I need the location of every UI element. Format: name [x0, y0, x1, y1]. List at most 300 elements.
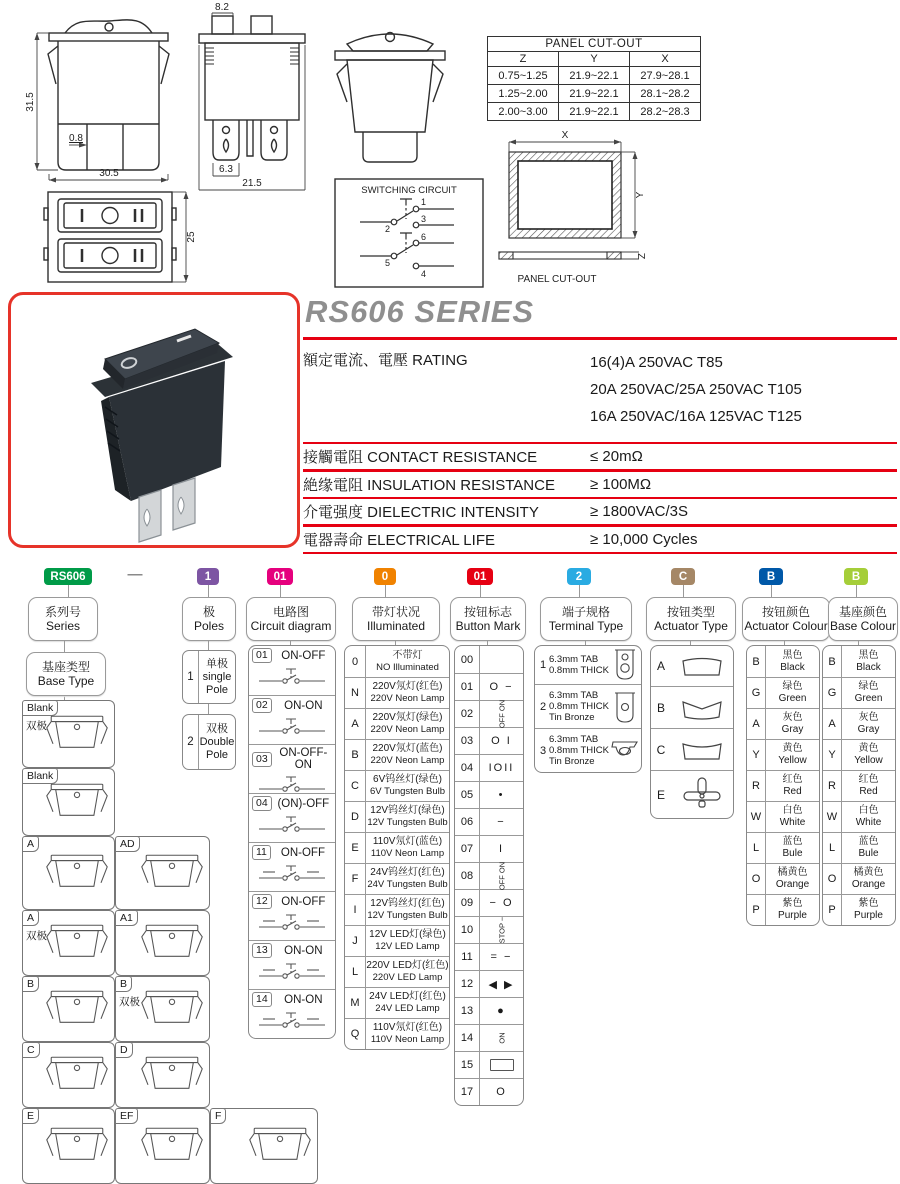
rocker-switch-drawing: [140, 1122, 204, 1170]
button-mark-symbol: O −: [489, 681, 514, 693]
connector: [208, 640, 209, 650]
spec-value: 20A 250VAC/25A 250VAC T105: [590, 380, 802, 398]
colour-item: [823, 739, 895, 770]
connector: [68, 585, 69, 597]
dim-height-label: 31.5: [25, 92, 36, 112]
col-header-y: Y: [559, 52, 630, 67]
button-mark-list: [454, 645, 524, 1106]
side-view-drawing: [315, 20, 465, 178]
terminal-item: 2 6.3mm TAB 0.8mm THICK Tin Bronze: [535, 684, 641, 728]
button-mark-code: 05: [455, 782, 480, 808]
spec-label: 介電强度 DIELECTRIC INTENSITY: [303, 504, 539, 521]
button-mark-item: [455, 700, 523, 727]
circuit-name: ON-OFF-ON: [279, 747, 328, 771]
illuminated-label-cn: 220V氖灯(绿色): [372, 712, 443, 723]
actuator-item: A: [651, 646, 733, 686]
colour-item: [823, 863, 895, 894]
cutout-y-label: Y: [635, 191, 646, 199]
colour-item: [747, 863, 819, 894]
node-actuator-colour: 按钮颜色 Actuator Colour: [742, 597, 830, 641]
colour-label-en: White: [779, 817, 806, 828]
colour-item: [747, 832, 819, 863]
button-mark-item: [455, 862, 523, 889]
illuminated-item: [345, 925, 449, 956]
colour-label-cn: 绿色: [782, 681, 803, 692]
button-mark-symbol: STOP −: [497, 916, 506, 944]
spec-row-contact: [303, 444, 897, 469]
illuminated-label-en: 220V Neon Lamp: [370, 693, 445, 704]
circuit-code: 04: [252, 796, 272, 811]
rocker-switch-drawing: [140, 1051, 204, 1099]
illuminated-code: E: [345, 833, 366, 863]
dim-depth-label: 21.5: [242, 178, 262, 189]
actuator-flat-rocker-icon: [671, 652, 733, 680]
connector: [579, 585, 580, 597]
base-type-cell: D: [115, 1042, 210, 1108]
illuminated-code: M: [345, 988, 366, 1018]
terminal-2-label: 2: [385, 224, 391, 234]
spec-value: 16(4)A 250VAC T85: [590, 353, 723, 371]
connector: [683, 585, 684, 597]
colour-label-en: Red: [783, 786, 802, 797]
base-type-cell: Blank 双极: [22, 700, 115, 768]
actuator-concave-rocker-icon: [671, 736, 733, 764]
colour-label-en: Yellow: [778, 755, 807, 766]
illuminated-label-en: 220V Neon Lamp: [370, 724, 445, 735]
colour-label-en: Yellow: [854, 755, 883, 766]
circuit-code: 12: [252, 894, 272, 909]
code-badge-base-colour: B: [844, 568, 868, 585]
cutout-caption: PANEL CUT-OUT: [517, 274, 597, 285]
connector: [856, 585, 857, 597]
circuit-schematic-icon: [252, 666, 332, 686]
spec-value: ≤ 20mΩ: [590, 448, 643, 465]
dim-tab-top-label: 8.2: [215, 2, 229, 13]
circuit-name: ON-ON: [284, 699, 323, 712]
button-mark-symbol: ON: [497, 1032, 506, 1044]
dim-width-label: 30.5: [99, 168, 119, 179]
button-mark-symbol: •: [498, 789, 505, 801]
circuit-name: ON-ON: [284, 944, 323, 957]
colour-code: P: [823, 895, 842, 925]
button-mark-code: 12: [455, 971, 480, 997]
button-mark-item: [455, 781, 523, 808]
illuminated-label-cn: 12V钨丝灯(红色): [370, 898, 445, 909]
colour-label-en: Green: [854, 693, 883, 704]
product-photo: [11, 295, 297, 545]
base-type-cell: A: [22, 836, 115, 910]
illuminated-item: [345, 987, 449, 1018]
spec-label: 絶缘電阻 INSULATION RESISTANCE: [303, 476, 555, 494]
colour-code: R: [823, 771, 842, 801]
illuminated-label-en: 6V Tungsten Bulb: [370, 786, 445, 797]
button-mark-item: [455, 646, 523, 673]
colour-label-en: Orange: [775, 879, 810, 890]
illuminated-code: I: [345, 895, 366, 925]
code-badge-button-mark: 01: [467, 568, 493, 585]
colour-code: A: [747, 709, 766, 739]
button-mark-symbol: O I: [491, 735, 512, 747]
cutout-z-label: Z: [637, 252, 648, 260]
rocker-switch-drawing: [45, 710, 109, 758]
illuminated-label-en: 220V LED Lamp: [372, 972, 443, 983]
illuminated-label-cn: 不带灯: [392, 649, 423, 661]
colour-code: O: [747, 864, 766, 894]
colour-code: A: [823, 709, 842, 739]
node-illuminated: 带灯状况 Illuminated: [352, 597, 440, 641]
base-type-cell: C: [22, 1042, 115, 1108]
colour-label-en: Purple: [854, 910, 883, 921]
terminal-tab-two-holes-icon: [611, 648, 639, 682]
illuminated-code: L: [345, 957, 366, 987]
colour-label-cn: 绿色: [858, 681, 879, 692]
colour-item: [747, 801, 819, 832]
base-type-cell: A1: [115, 910, 210, 976]
button-mark-symbol: ◀ ▶: [488, 978, 515, 991]
colour-item: [747, 894, 819, 925]
colour-code: L: [747, 833, 766, 863]
base-type-cell: B: [22, 976, 115, 1042]
panel-cutout-table: [487, 36, 701, 121]
button-mark-symbol: −: [497, 816, 506, 828]
terminal-3-label: 3: [421, 214, 427, 224]
connector: [385, 585, 386, 597]
node-actuator-type: 按钮类型 Actuator Type: [646, 597, 736, 641]
circuit-code: 02: [252, 698, 272, 713]
illuminated-item: [345, 770, 449, 801]
button-mark-symbol: − O: [489, 897, 514, 909]
illuminated-item: [345, 801, 449, 832]
colour-item: [823, 770, 895, 801]
connector: [64, 640, 65, 652]
colour-item: [823, 894, 895, 925]
circuit-code: 14: [252, 992, 272, 1007]
colour-label-cn: 蓝色: [858, 836, 879, 847]
colour-item: [823, 646, 895, 677]
button-mark-item: [455, 808, 523, 835]
colour-label-en: Bule: [858, 848, 879, 859]
colour-code: B: [823, 646, 842, 677]
illuminated-label-cn: 220V LED灯(红色): [366, 960, 449, 971]
base-type-grid: [22, 700, 318, 1184]
connector: [771, 585, 772, 597]
illuminated-code: B: [345, 740, 366, 770]
colour-label-cn: 红色: [782, 774, 803, 785]
spec-value: ≥ 10,000 Cycles: [590, 530, 698, 548]
colour-label-en: Gray: [781, 724, 804, 735]
terminal-4-label: 4: [421, 269, 427, 279]
base-type-cell: A 双极: [22, 910, 115, 976]
terminal-tab-one-hole-icon: [611, 690, 639, 724]
button-mark-symbol: IOII: [488, 762, 515, 774]
terminal-item: 3 6.3mm TAB 0.8mm THICK Tin Bronze: [535, 728, 641, 772]
illuminated-label-cn: 24V钨丝灯(红色): [370, 867, 445, 878]
button-mark-code: 17: [455, 1079, 480, 1105]
pole-option-double: 2 双极 Double Pole: [182, 714, 236, 770]
circuit-item: [249, 646, 335, 695]
actuator-lever-icon: [671, 776, 733, 814]
base-colour-list: [822, 645, 896, 926]
illuminated-item: [345, 863, 449, 894]
illuminated-label-cn: 110V氖灯(蓝色): [372, 836, 443, 847]
illuminated-list: [344, 645, 450, 1050]
button-mark-code: 01: [455, 674, 480, 700]
colour-label-cn: 紫色: [858, 898, 879, 909]
colour-code: O: [823, 864, 842, 894]
illuminated-code: J: [345, 926, 366, 956]
product-photo-frame: [8, 292, 300, 548]
illuminated-item: [345, 956, 449, 987]
spec-label: 額定電流、電壓 RATING: [303, 351, 468, 369]
illuminated-label-cn: 12V钨丝灯(绿色): [370, 805, 445, 816]
illuminated-item: [345, 646, 449, 677]
button-mark-code: 09: [455, 890, 480, 916]
circuit-name: (ON)-OFF: [277, 797, 330, 810]
rocker-switch-drawing: [248, 1122, 312, 1170]
terminal-1-label: 1: [421, 197, 427, 207]
button-mark-item: [455, 1078, 523, 1105]
base-type-cell: E: [22, 1108, 115, 1184]
terminal-item: 1 6.3mm TAB 0.8mm THICK: [535, 646, 641, 684]
circuit-code: 01: [252, 648, 272, 663]
button-mark-item: [455, 1024, 523, 1051]
node-poles: 极 Poles: [182, 597, 236, 641]
colour-label-en: Gray: [857, 724, 880, 735]
spec-value: 16A 250VAC/16A 125VAC T125: [590, 407, 802, 425]
rocker-switch-drawing: [140, 919, 204, 967]
colour-label-cn: 黑色: [858, 649, 879, 661]
colour-item: [823, 832, 895, 863]
circuit-code: 03: [252, 752, 272, 767]
switching-circuit-title: SWITCHING CIRCUIT: [361, 185, 457, 196]
node-circuit-diagram: 电路图 Circuit diagram: [246, 597, 336, 641]
illuminated-code: D: [345, 802, 366, 832]
button-mark-code: 10: [455, 917, 480, 943]
node-series: 系列号 Series: [28, 597, 98, 641]
spec-label: 接觸電阻 CONTACT RESISTANCE: [303, 449, 538, 466]
colour-label-cn: 紫色: [782, 898, 803, 909]
button-mark-code: 06: [455, 809, 480, 835]
spec-value: ≥ 1800VAC/3S: [590, 503, 689, 520]
colour-label-cn: 灰色: [858, 712, 879, 723]
spec-row-rating: [303, 340, 897, 442]
rocker-switch-drawing: [140, 985, 204, 1033]
code-badge-poles: 1: [197, 568, 219, 585]
col-header-x: X: [630, 52, 701, 67]
illuminated-code: N: [345, 678, 366, 708]
colour-item: [747, 770, 819, 801]
node-terminal-type: 端子规格 Terminal Type: [540, 597, 632, 641]
colour-item: [747, 708, 819, 739]
button-mark-code: 02: [455, 701, 480, 727]
table-row: 2.00~3.00 21.9~22.1 28.2~28.3: [488, 103, 701, 121]
switching-circuit-drawing: [334, 178, 484, 288]
colour-label-cn: 橘黄色: [777, 867, 808, 878]
colour-label-cn: 黄色: [858, 743, 879, 754]
button-mark-symbol: = −: [490, 951, 513, 963]
actuator-item: E: [651, 770, 733, 818]
colour-code: G: [823, 678, 842, 708]
illuminated-item: [345, 708, 449, 739]
node-button-mark: 按钮标志 Button Mark: [450, 597, 526, 641]
illuminated-label-en: 220V Neon Lamp: [370, 755, 445, 766]
bottom-view-drawing: [38, 186, 198, 290]
colour-label-en: Green: [778, 693, 807, 704]
colour-label-cn: 黄色: [782, 743, 803, 754]
node-base-type: 基座类型 Base Type: [26, 652, 106, 696]
colour-label-en: Red: [859, 786, 878, 797]
illuminated-code: C: [345, 771, 366, 801]
illuminated-label-en: 110V Neon Lamp: [370, 848, 445, 859]
button-mark-symbol: O: [496, 1086, 507, 1098]
dim-pin-label: 0.8: [69, 133, 83, 144]
button-mark-symbol: OFF ON: [497, 861, 506, 891]
colour-label-en: Black: [856, 661, 881, 673]
button-mark-item: [455, 754, 523, 781]
terminal-tab-bent-icon: [611, 740, 639, 762]
colour-label-cn: 白色: [782, 805, 803, 816]
colour-label-en: Black: [780, 661, 805, 673]
colour-label-en: Bule: [782, 848, 803, 859]
base-type-cell: Blank: [22, 768, 115, 836]
illuminated-label-cn: 6V钨丝灯(绿色): [373, 774, 442, 785]
rocker-switch-drawing: [45, 1122, 109, 1170]
illuminated-label-cn: 110V氖灯(红色): [372, 1022, 443, 1033]
code-badge-actuator-type: C: [671, 568, 695, 585]
spec-value: ≥ 100MΩ: [590, 475, 652, 493]
circuit-code: 11: [252, 845, 271, 860]
code-badge-illuminated: 0: [374, 568, 396, 585]
actuator-item: B: [651, 686, 733, 728]
illuminated-label-en: 24V Tungsten Bulb: [367, 879, 448, 890]
illuminated-label-en: 110V Neon Lamp: [370, 1034, 445, 1045]
colour-code: Y: [747, 740, 766, 770]
illuminated-code: 0: [345, 646, 366, 677]
actuator-colour-list: [746, 645, 820, 926]
code-badge-circuit: 01: [267, 568, 293, 585]
illuminated-label-en: 12V Tungsten Bulb: [367, 817, 448, 828]
rocker-switch-drawing: [140, 849, 204, 897]
divider: [303, 552, 897, 555]
button-mark-code: 11: [455, 944, 480, 970]
spec-label: 電器壽命 ELECTRICAL LIFE: [303, 531, 495, 549]
button-mark-symbol: ●: [497, 1005, 506, 1017]
illuminated-item: [345, 832, 449, 863]
colour-item: [823, 677, 895, 708]
terminal-6-label: 6: [421, 232, 427, 242]
button-mark-symbol: [490, 1059, 514, 1071]
illuminated-label-en: 12V LED Lamp: [375, 941, 440, 952]
base-type-cell: F: [210, 1108, 318, 1184]
rocker-switch-drawing: [45, 985, 109, 1033]
illuminated-label-en: 24V LED Lamp: [375, 1003, 440, 1014]
base-type-cell: EF: [115, 1108, 210, 1184]
button-mark-symbol: OFF ON: [497, 699, 506, 729]
pole-option-single: 1 单极 single Pole: [182, 650, 236, 704]
colour-label-en: Purple: [778, 910, 807, 921]
base-type-cell: AD: [115, 836, 210, 910]
panel-cutout-table-title: PANEL CUT-OUT: [488, 37, 701, 52]
rocker-switch-drawing: [45, 1051, 109, 1099]
colour-label-cn: 黑色: [782, 649, 803, 661]
terminal-type-list: [534, 645, 642, 773]
colour-code: Y: [823, 740, 842, 770]
button-mark-item: [455, 970, 523, 997]
circuit-name: ON-OFF: [280, 846, 325, 859]
top-view-drawing: [192, 0, 312, 192]
illuminated-item: [345, 1018, 449, 1049]
button-mark-symbol: [480, 646, 523, 673]
connector: [280, 585, 281, 597]
node-base-colour: 基座颜色 Base Colour: [828, 597, 898, 641]
colour-item: [747, 739, 819, 770]
button-mark-item: [455, 916, 523, 943]
dim-tab-label: 6.3: [219, 164, 233, 175]
rocker-switch-drawing: [45, 778, 109, 826]
colour-code: G: [747, 678, 766, 708]
colour-item: [823, 708, 895, 739]
illuminated-item: [345, 677, 449, 708]
page-title: RS606 SERIES: [305, 294, 535, 329]
actuator-type-list: [650, 645, 734, 819]
colour-label-cn: 灰色: [782, 712, 803, 723]
terminal-5-label: 5: [385, 258, 391, 268]
button-mark-code: 15: [455, 1052, 480, 1078]
colour-label-en: Orange: [851, 879, 886, 890]
illuminated-code: A: [345, 709, 366, 739]
code-badge-series: RS606: [44, 568, 92, 585]
button-mark-code: 08: [455, 863, 480, 889]
colour-label-cn: 红色: [858, 774, 879, 785]
colour-item: [747, 646, 819, 677]
actuator-item: C: [651, 728, 733, 770]
illuminated-label-cn: 220V氖灯(红色): [372, 681, 443, 692]
col-header-z: Z: [488, 52, 559, 67]
colour-label-cn: 橘黄色: [853, 867, 884, 878]
colour-item: [747, 677, 819, 708]
colour-item: [823, 801, 895, 832]
spec-row-life: [303, 527, 897, 552]
colour-code: W: [823, 802, 842, 832]
base-type-cell: B 双极: [115, 976, 210, 1042]
illuminated-label-cn: 220V氖灯(蓝色): [372, 743, 443, 754]
illuminated-label-cn: 12V LED灯(绿色): [369, 929, 446, 940]
dim-bottom-height-label: 25: [186, 231, 197, 243]
circuit-name: ON-ON: [284, 993, 323, 1006]
code-badge-actuator-colour: B: [759, 568, 783, 585]
colour-code: R: [747, 771, 766, 801]
series-spec-block: [303, 294, 897, 554]
actuator-v-notch-rocker-icon: [671, 694, 733, 722]
front-view-drawing: [25, 4, 195, 186]
connector: [480, 585, 481, 597]
circuit-code: 13: [252, 943, 272, 958]
button-mark-code: 07: [455, 836, 480, 862]
button-mark-code: 00: [455, 646, 480, 673]
colour-code: L: [823, 833, 842, 863]
circuit-name: ON-OFF: [281, 649, 326, 662]
colour-code: B: [747, 646, 766, 677]
button-mark-symbol: I: [498, 843, 505, 855]
colour-label-en: White: [855, 817, 882, 828]
spec-row-dielectric: [303, 499, 897, 524]
circuit-name: ON-OFF: [281, 895, 326, 908]
colour-label-cn: 白色: [858, 805, 879, 816]
illuminated-code: F: [345, 864, 366, 894]
button-mark-code: 03: [455, 728, 480, 754]
code-badge-terminal: 2: [567, 568, 591, 585]
cutout-x-label: X: [561, 130, 569, 141]
